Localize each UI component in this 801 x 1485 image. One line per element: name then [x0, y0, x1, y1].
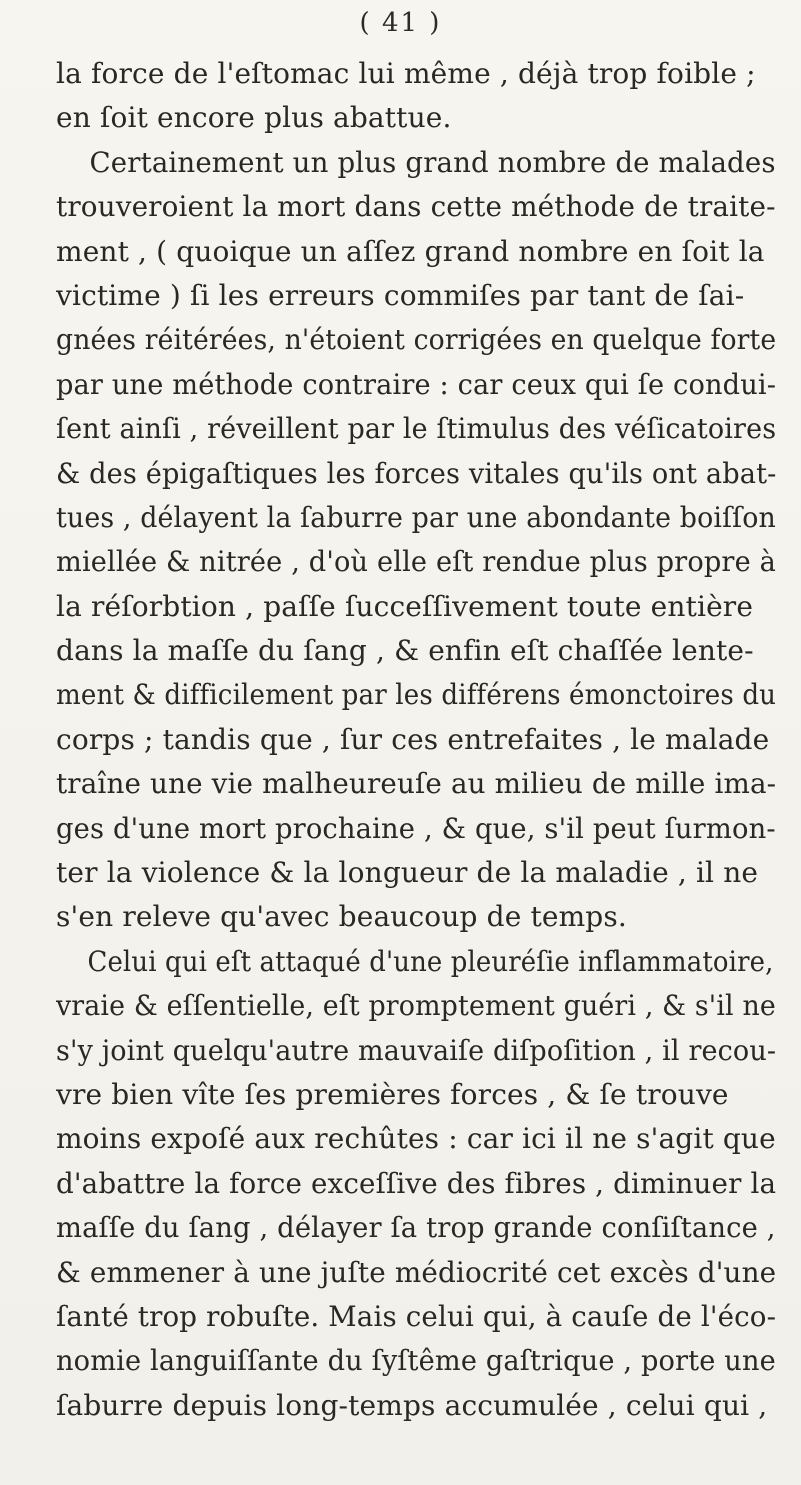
- text-line: moins expoſé aux rechûtes : car ici il ne s'agit que: [56, 1122, 776, 1156]
- text-line: ter la violence & la longueur de la maladie , il ne: [56, 856, 759, 890]
- text-line: gnées réitérées, n'étoient corrigées en quelque forte: [56, 323, 776, 357]
- text-line: maſſe du ſang , délayer ſa trop grande conſiſtance ,: [56, 1211, 776, 1245]
- text-line: la réſorbtion , paſſe ſucceſſivement toute entière: [56, 589, 754, 623]
- text-line: trouveroient la mort dans cette méthode de traite-: [56, 190, 776, 224]
- text-line: s'y joint quelqu'autre mauvaiſe diſpoſition , il recou-: [56, 1033, 776, 1067]
- text-line: en ſoit encore plus abattue.: [56, 101, 452, 135]
- text-line: dans la maſſe du ſang , & enfin eſt chaſſée lente-: [56, 634, 754, 668]
- text-line: s'en releve qu'avec beaucoup de temps.: [56, 900, 627, 934]
- text-line: traîne une vie malheureuſe au milieu de mille ima-: [56, 767, 776, 801]
- text-line: ſanté trop robuſte. Mais celui qui, à cauſe de l'éco-: [56, 1299, 776, 1333]
- text-line: la force de l'eſtomac lui même , déjà trop foible ;: [56, 57, 756, 90]
- text-line: & emmener à une juſte médiocrité cet excès d'une: [56, 1255, 776, 1289]
- text-line: nomie languiſſante du ſyſtême gaſtrique , porte une: [56, 1344, 776, 1378]
- text-line: d'abattre la force exceſſive des fibres , diminuer la: [56, 1166, 777, 1200]
- text-line: vre bien vîte ſes premières forces , & ſe trouve: [56, 1077, 729, 1111]
- text-line: ment , ( quoique un aſſez grand nombre en ſoit la: [56, 234, 765, 268]
- text-line: ges d'une mort prochaine , & que, s'il peut ſurmon-: [56, 811, 776, 845]
- text-line: & des épigaſtiques les forces vitales qu'ils ont abat-: [56, 456, 777, 490]
- text-line: Celui qui eſt attaqué d'une pleuréſie inflammatoire,: [87, 944, 774, 978]
- text-line: Certainement un plus grand nombre de malades: [89, 145, 776, 179]
- page-number: ( 41 ): [359, 8, 442, 38]
- text-line: corps ; tandis que , ſur ces entrefaites , le malade: [56, 722, 770, 756]
- text-line: tues , délayent la ſaburre par une abondante boiſſon: [56, 500, 776, 534]
- text-line: ment & difficilement par les différens émonctoires du: [56, 678, 776, 712]
- text-line: miellée & nitrée , d'où elle eſt rendue plus propre à: [56, 545, 776, 579]
- text-line: ſent ainſi , réveillent par le ſtimulus des véſicatoires: [56, 412, 777, 446]
- text-line: ſaburre depuis long-temps accumulée , celui qui ,: [56, 1388, 768, 1422]
- body-text: [56, 52, 776, 1428]
- text-line: vraie & eſſentielle, eſt promptement guéri , & s'il ne: [56, 989, 776, 1023]
- text-line: victime ) ſi les erreurs commiſes par tant de ſai-: [56, 278, 745, 312]
- text-line: par une méthode contraire : car ceux qui ſe condui-: [56, 367, 777, 401]
